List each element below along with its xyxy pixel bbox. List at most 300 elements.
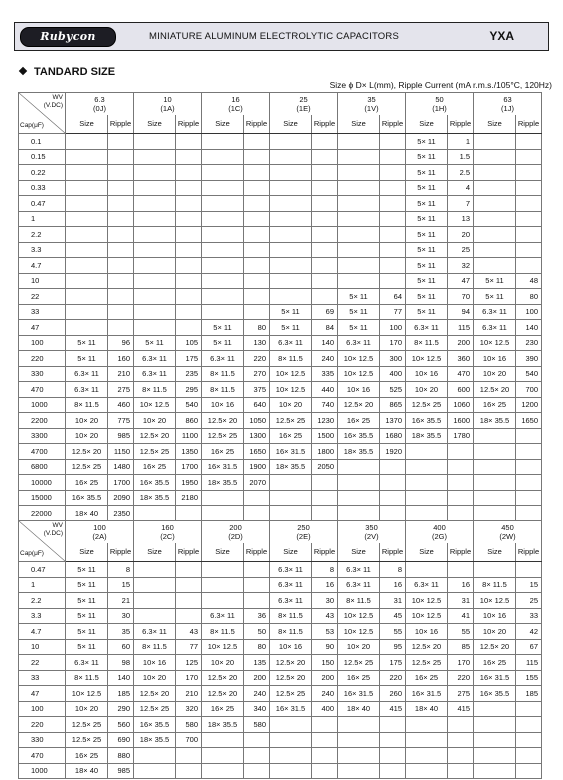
case-size-cell: 16× 35.5 [338, 428, 380, 444]
ripple-current-cell [380, 149, 406, 165]
working-voltage: 160 [161, 523, 174, 532]
size-column-header: Size [134, 543, 176, 562]
working-voltage: 250 [297, 523, 310, 532]
working-voltage: 6.3 [94, 95, 105, 104]
ripple-current-cell: 95 [380, 639, 406, 655]
case-size-cell: 18× 40 [66, 763, 108, 779]
case-size-cell [66, 289, 108, 305]
ripple-current-cell [380, 227, 406, 243]
document-title: MINIATURE ALUMINUM ELECTROLYTIC CAPACITORS [149, 31, 399, 42]
size-column-header: Size [270, 115, 312, 134]
case-size-cell [338, 211, 380, 227]
ripple-current-cell: 415 [448, 701, 474, 717]
working-voltage: 400 [433, 523, 446, 532]
table-row [19, 608, 542, 624]
case-size-cell: 8× 11.5 [66, 670, 108, 686]
ripple-current-cell [108, 227, 134, 243]
capacitance-cell: 0.15 [19, 149, 66, 165]
ripple-current-cell [108, 134, 134, 150]
voltage-code: (1C) [228, 104, 243, 113]
case-size-cell: 8× 11.5 [270, 351, 312, 367]
case-size-cell: 6.3× 11 [270, 577, 312, 593]
case-size-cell [338, 134, 380, 150]
cap-label: Cap(μF) [20, 550, 44, 557]
case-size-cell: 12.5× 25 [338, 655, 380, 671]
case-size-cell [134, 289, 176, 305]
ripple-current-cell: 105 [176, 335, 202, 351]
ripple-current-cell: 260 [380, 686, 406, 702]
case-size-cell [406, 459, 448, 475]
working-voltage: 35 [367, 95, 376, 104]
case-size-cell: 8× 11.5 [270, 608, 312, 624]
ripple-current-cell [380, 717, 406, 733]
ripple-current-cell: 90 [312, 639, 338, 655]
working-voltage: 450 [501, 523, 514, 532]
ripple-current-cell: 415 [380, 701, 406, 717]
case-size-cell [338, 258, 380, 274]
ripple-current-cell: 200 [312, 670, 338, 686]
ripple-current-cell: 67 [516, 639, 542, 655]
case-size-cell [202, 242, 244, 258]
case-size-cell: 12.5× 20 [270, 655, 312, 671]
case-size-cell [338, 196, 380, 212]
case-size-cell [338, 149, 380, 165]
case-size-cell [270, 149, 312, 165]
case-size-cell: 5× 11 [406, 227, 448, 243]
capacitance-cell: 22000 [19, 506, 66, 522]
size-column-header: Size [338, 543, 380, 562]
case-size-cell [406, 506, 448, 522]
ripple-current-cell [108, 273, 134, 289]
wv-label: WV [52, 522, 63, 529]
ripple-current-cell [244, 134, 270, 150]
capacitance-cell: 4.7 [19, 258, 66, 274]
case-size-cell: 16× 31.5 [338, 686, 380, 702]
case-size-cell: 10× 12.5 [270, 382, 312, 398]
capacitance-cell: 1000 [19, 763, 66, 779]
ripple-current-cell: 43 [312, 608, 338, 624]
page-header [14, 22, 549, 51]
case-size-cell: 18× 35.5 [202, 717, 244, 733]
voltage-header [134, 93, 202, 116]
capacitance-cell: 3300 [19, 428, 66, 444]
case-size-cell [474, 506, 516, 522]
ripple-current-cell [380, 490, 406, 506]
ripple-current-cell: 140 [312, 335, 338, 351]
section-heading-text: TANDARD SIZE [34, 66, 116, 78]
ripple-current-cell [312, 196, 338, 212]
ripple-current-cell [244, 506, 270, 522]
ripple-current-cell: 8 [312, 562, 338, 578]
case-size-cell [66, 211, 108, 227]
case-size-cell: 10× 12.5 [134, 397, 176, 413]
ripple-current-cell [244, 562, 270, 578]
capacitance-cell: 330 [19, 366, 66, 382]
ripple-current-cell [176, 165, 202, 181]
case-size-cell [134, 180, 176, 196]
ripple-current-cell [108, 149, 134, 165]
case-size-cell [474, 475, 516, 491]
series-code: YXA [489, 29, 514, 43]
ripple-current-cell [516, 428, 542, 444]
table-row [19, 490, 542, 506]
ripple-current-cell: 2090 [108, 490, 134, 506]
voltage-header [66, 93, 134, 116]
case-size-cell: 5× 11 [66, 608, 108, 624]
ripple-current-cell: 400 [312, 701, 338, 717]
case-size-cell: 12.5× 20 [338, 397, 380, 413]
case-size-cell [270, 732, 312, 748]
table-row [19, 624, 542, 640]
case-size-cell: 12.5× 25 [134, 701, 176, 717]
ripple-current-cell [176, 506, 202, 522]
ripple-current-cell: 160 [108, 351, 134, 367]
size-column-header: Size [406, 543, 448, 562]
ripple-current-cell [516, 475, 542, 491]
case-size-cell [202, 732, 244, 748]
case-size-cell [474, 428, 516, 444]
ripple-current-cell [108, 165, 134, 181]
capacitance-cell: 220 [19, 351, 66, 367]
ripple-current-cell [312, 134, 338, 150]
capacitance-cell: 330 [19, 732, 66, 748]
case-size-cell: 16× 25 [406, 670, 448, 686]
case-size-cell [202, 593, 244, 609]
ripple-current-cell: 45 [380, 608, 406, 624]
ripple-current-cell: 115 [448, 320, 474, 336]
case-size-cell: 10× 12.5 [338, 366, 380, 382]
ripple-current-cell: 84 [312, 320, 338, 336]
case-size-cell: 16× 25 [338, 670, 380, 686]
ripple-current-cell: 94 [448, 304, 474, 320]
case-size-cell: 5× 11 [406, 289, 448, 305]
case-size-cell [66, 134, 108, 150]
case-size-cell: 5× 11 [270, 320, 312, 336]
case-size-cell [134, 242, 176, 258]
ripple-current-cell: 170 [176, 670, 202, 686]
ripple-current-cell: 2070 [244, 475, 270, 491]
case-size-cell: 16× 31.5 [270, 701, 312, 717]
ripple-current-cell: 470 [448, 366, 474, 382]
table-row [19, 717, 542, 733]
case-size-cell [202, 180, 244, 196]
case-size-cell: 18× 35.5 [270, 459, 312, 475]
case-size-cell: 10× 16 [406, 624, 448, 640]
case-size-cell: 5× 11 [406, 211, 448, 227]
ripple-current-cell [516, 211, 542, 227]
capacitance-cell: 0.47 [19, 196, 66, 212]
size-column-header: Size [338, 115, 380, 134]
case-size-cell [406, 748, 448, 764]
ripple-current-cell: 55 [448, 624, 474, 640]
case-size-cell [134, 562, 176, 578]
case-size-cell: 6.3× 11 [406, 320, 448, 336]
case-size-cell: 10× 12.5 [406, 593, 448, 609]
case-size-cell: 6.3× 11 [338, 562, 380, 578]
ripple-current-cell: 560 [108, 717, 134, 733]
case-size-cell: 16× 35.5 [134, 717, 176, 733]
case-size-cell: 16× 25 [202, 701, 244, 717]
ripple-current-cell: 185 [516, 686, 542, 702]
table-row [19, 475, 542, 491]
ripple-column-header: Ripple [108, 543, 134, 562]
case-size-cell: 12.5× 20 [474, 639, 516, 655]
case-size-cell: 8× 11.5 [66, 397, 108, 413]
table-row [19, 732, 542, 748]
case-size-cell [202, 134, 244, 150]
table-row [19, 593, 542, 609]
ripple-current-cell: 220 [244, 351, 270, 367]
table-row [19, 444, 542, 460]
ripple-current-cell: 240 [312, 351, 338, 367]
corner-header [19, 521, 66, 562]
ripple-current-cell [516, 490, 542, 506]
ripple-current-cell [244, 258, 270, 274]
ripple-current-cell [312, 242, 338, 258]
case-size-cell: 6.3× 11 [474, 304, 516, 320]
table-row [19, 701, 542, 717]
size-column-header: Size [202, 543, 244, 562]
case-size-cell [134, 608, 176, 624]
ripple-current-cell: 540 [176, 397, 202, 413]
ripple-current-cell [380, 134, 406, 150]
case-size-cell [474, 242, 516, 258]
case-size-cell [66, 196, 108, 212]
capacitance-cell: 0.47 [19, 562, 66, 578]
capacitance-cell: 10000 [19, 475, 66, 491]
working-voltage: 100 [93, 523, 106, 532]
voltage-code: (1E) [296, 104, 311, 113]
case-size-cell: 6.3× 11 [270, 335, 312, 351]
ripple-current-cell [380, 273, 406, 289]
case-size-cell: 12.5× 20 [66, 444, 108, 460]
case-size-cell [202, 289, 244, 305]
case-size-cell: 5× 11 [202, 320, 244, 336]
ripple-current-cell: 25 [516, 593, 542, 609]
capacitance-cell: 0.33 [19, 180, 66, 196]
ripple-current-cell [312, 227, 338, 243]
ripple-current-cell [312, 273, 338, 289]
ripple-current-cell: 1900 [244, 459, 270, 475]
ripple-column-header: Ripple [176, 543, 202, 562]
case-size-cell: 12.5× 20 [134, 428, 176, 444]
case-size-cell [134, 320, 176, 336]
voltage-code: (0J) [93, 104, 106, 113]
diamond-bullet-icon [19, 67, 27, 75]
case-size-cell [406, 490, 448, 506]
case-size-cell: 5× 11 [338, 320, 380, 336]
ripple-current-cell: 700 [516, 382, 542, 398]
case-size-cell: 16× 25 [66, 475, 108, 491]
ripple-current-cell: 2.5 [448, 165, 474, 181]
working-voltage: 16 [231, 95, 240, 104]
section-heading [20, 66, 115, 78]
case-size-cell: 10× 12.5 [338, 608, 380, 624]
voltage-code: (2W) [499, 532, 516, 541]
ripple-current-cell: 170 [380, 335, 406, 351]
ripple-current-cell: 175 [176, 351, 202, 367]
case-size-cell [474, 717, 516, 733]
table-row [19, 655, 542, 671]
table-row [19, 686, 542, 702]
voltage-header [474, 521, 542, 544]
case-size-cell [202, 490, 244, 506]
table-row [19, 335, 542, 351]
case-size-cell [134, 593, 176, 609]
ripple-column-header: Ripple [312, 115, 338, 134]
ripple-current-cell [448, 717, 474, 733]
case-size-cell [338, 717, 380, 733]
size-column-header: Size [270, 543, 312, 562]
ripple-current-cell [516, 459, 542, 475]
ripple-current-cell [380, 180, 406, 196]
ripple-current-cell [312, 180, 338, 196]
case-size-cell [474, 165, 516, 181]
voltage-code: (1V) [364, 104, 379, 113]
ripple-current-cell [448, 475, 474, 491]
voltage-header [338, 521, 406, 544]
case-size-cell: 6.3× 11 [270, 593, 312, 609]
case-size-cell [406, 763, 448, 779]
ripple-current-cell: 1800 [312, 444, 338, 460]
ripple-current-cell [380, 211, 406, 227]
ripple-current-cell [516, 763, 542, 779]
case-size-cell [474, 196, 516, 212]
case-size-cell [406, 444, 448, 460]
case-size-cell: 18× 35.5 [134, 732, 176, 748]
ripple-column-header: Ripple [244, 543, 270, 562]
ripple-current-cell: 130 [244, 335, 270, 351]
ripple-current-cell [176, 273, 202, 289]
size-column-header: Size [66, 115, 108, 134]
table-row [19, 366, 542, 382]
case-size-cell: 10× 20 [270, 397, 312, 413]
case-size-cell: 18× 40 [66, 506, 108, 522]
table-row [19, 382, 542, 398]
case-size-cell [406, 475, 448, 491]
ripple-current-cell: 1780 [448, 428, 474, 444]
case-size-cell: 12.5× 20 [270, 670, 312, 686]
size-column-header: Size [66, 543, 108, 562]
ripple-current-cell: 100 [380, 320, 406, 336]
case-size-cell: 8× 11.5 [338, 593, 380, 609]
case-size-cell [270, 180, 312, 196]
case-size-cell: 16× 25 [134, 459, 176, 475]
voltage-code: (2D) [228, 532, 243, 541]
ripple-current-cell [244, 304, 270, 320]
ripple-current-cell [312, 732, 338, 748]
ripple-current-cell: 640 [244, 397, 270, 413]
size-column-header: Size [474, 115, 516, 134]
rubycon-logo: Rubycon [20, 27, 116, 47]
case-size-cell: 10× 20 [474, 366, 516, 382]
table-row [19, 149, 542, 165]
ripple-current-cell [244, 763, 270, 779]
size-column-header: Size [202, 115, 244, 134]
case-size-cell [406, 717, 448, 733]
ripple-current-cell [516, 227, 542, 243]
case-size-cell: 12.5× 25 [270, 413, 312, 429]
ripple-current-cell: 155 [516, 670, 542, 686]
table-row [19, 670, 542, 686]
ripple-current-cell: 600 [448, 382, 474, 398]
capacitance-cell: 33 [19, 304, 66, 320]
table-row [19, 258, 542, 274]
case-size-cell [474, 227, 516, 243]
case-size-cell: 5× 11 [474, 273, 516, 289]
table-row [19, 196, 542, 212]
ripple-current-cell: 7 [448, 196, 474, 212]
case-size-cell [474, 490, 516, 506]
case-size-cell: 16× 31.5 [270, 444, 312, 460]
ripple-current-cell: 85 [448, 639, 474, 655]
ripple-current-cell [108, 320, 134, 336]
case-size-cell: 10× 16 [474, 351, 516, 367]
ripple-current-cell: 13 [448, 211, 474, 227]
case-size-cell: 16× 31.5 [202, 459, 244, 475]
ripple-current-cell: 290 [108, 701, 134, 717]
standard-size-table-high-voltage [18, 520, 542, 779]
case-size-cell [270, 258, 312, 274]
ripple-current-cell [516, 701, 542, 717]
case-size-cell [270, 748, 312, 764]
voltage-code: (2V) [364, 532, 379, 541]
ripple-current-cell [244, 227, 270, 243]
ripple-current-cell [380, 506, 406, 522]
ripple-current-cell [516, 717, 542, 733]
case-size-cell [66, 258, 108, 274]
ripple-column-header: Ripple [176, 115, 202, 134]
case-size-cell [202, 227, 244, 243]
ripple-current-cell [176, 320, 202, 336]
case-size-cell: 10× 20 [134, 413, 176, 429]
ripple-current-cell [176, 180, 202, 196]
voltage-header [338, 93, 406, 116]
ripple-current-cell: 32 [448, 258, 474, 274]
ripple-current-cell: 1350 [176, 444, 202, 460]
ripple-current-cell [516, 149, 542, 165]
ripple-current-cell: 1700 [176, 459, 202, 475]
case-size-cell: 6.3× 11 [338, 577, 380, 593]
ripple-current-cell [312, 289, 338, 305]
case-size-cell [134, 134, 176, 150]
capacitance-cell: 47 [19, 320, 66, 336]
ripple-current-cell: 690 [108, 732, 134, 748]
ripple-current-cell [312, 149, 338, 165]
voltage-code: (2G) [432, 532, 447, 541]
case-size-cell: 6.3× 11 [134, 351, 176, 367]
vdc-label: (V.DC) [43, 530, 63, 537]
capacitance-cell: 2200 [19, 413, 66, 429]
ripple-current-cell [380, 763, 406, 779]
case-size-cell: 5× 11 [66, 593, 108, 609]
ripple-current-cell: 340 [244, 701, 270, 717]
case-size-cell [202, 273, 244, 289]
ripple-current-cell: 175 [380, 655, 406, 671]
ripple-current-cell: 1700 [108, 475, 134, 491]
ripple-current-cell: 1060 [448, 397, 474, 413]
working-voltage: 25 [299, 95, 308, 104]
ripple-column-header: Ripple [380, 115, 406, 134]
ripple-current-cell: 64 [380, 289, 406, 305]
ripple-column-header: Ripple [448, 115, 474, 134]
capacitance-cell: 100 [19, 335, 66, 351]
case-size-cell: 12.5× 25 [66, 459, 108, 475]
ripple-current-cell [516, 196, 542, 212]
wv-label: WV [52, 94, 63, 101]
ripple-current-cell: 70 [448, 289, 474, 305]
case-size-cell: 5× 11 [338, 289, 380, 305]
